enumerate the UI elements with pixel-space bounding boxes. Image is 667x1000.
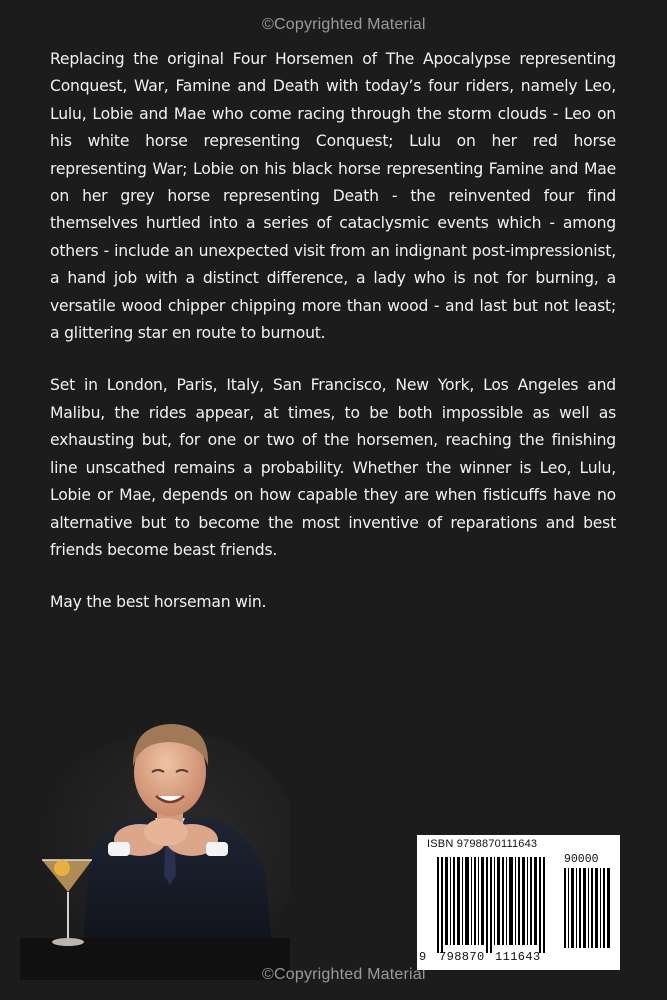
blurb-text (50, 46, 616, 642)
barcode-bars-icon (427, 857, 557, 953)
author-portrait-icon (20, 700, 290, 980)
isbn-label: ISBN 9798870111643 (427, 838, 538, 850)
barcode-right-digits: 111643 (495, 950, 541, 964)
copyright-watermark-bottom: ©Copyrighted Material (262, 966, 426, 983)
blurb-paragraph-1: Replacing the original Four Horsemen of The Apocalypse representing Conquest, War, Famine and Death with today’s four riders, namely Leo, Lulu, Lobie and Mae who come racing through the storm clouds - Leo on his white horse representing Conquest; Lulu on her red horse representing War; Lobie on his black horse representing Famine and Mae on her grey horse representing Death - the reinvented four find themselves hurtled into a series of cataclysmic events which - among others - include an unexpected visit from an indignant post-impressionist, a hand job with a distinct difference, a lady who is not for burning, a versatile wood chipper chipping more than wood - and last but not least; a glittering star en route to burnout. (50, 50, 616, 343)
copyright-watermark-top: ©Copyrighted Material (262, 16, 426, 33)
barcode-first-digit: 9 (419, 950, 427, 964)
addon-barcode-icon (562, 868, 614, 948)
blurb-paragraph-2: Set in London, Paris, Italy, San Francisco, New York, Los Angeles and Malibu, the rides appear, at times, to be both impossible as well as exhausting but, for one or two of the horsemen, reaching the finishing line unscathed remains a probability. Whether the winner is Leo, Lulu, Lobie or Mae, depends on how capable they are when fisticuffs have no alternative but to become the most inventive of reparations and best friends become beast friends. (50, 376, 616, 559)
barcode-left-digits: 798870 (439, 950, 485, 964)
blurb-paragraph-3: May the best horseman win. (50, 593, 267, 612)
price-code: 90000 (564, 853, 599, 866)
author-photo (20, 700, 290, 980)
isbn-barcode (417, 835, 620, 970)
